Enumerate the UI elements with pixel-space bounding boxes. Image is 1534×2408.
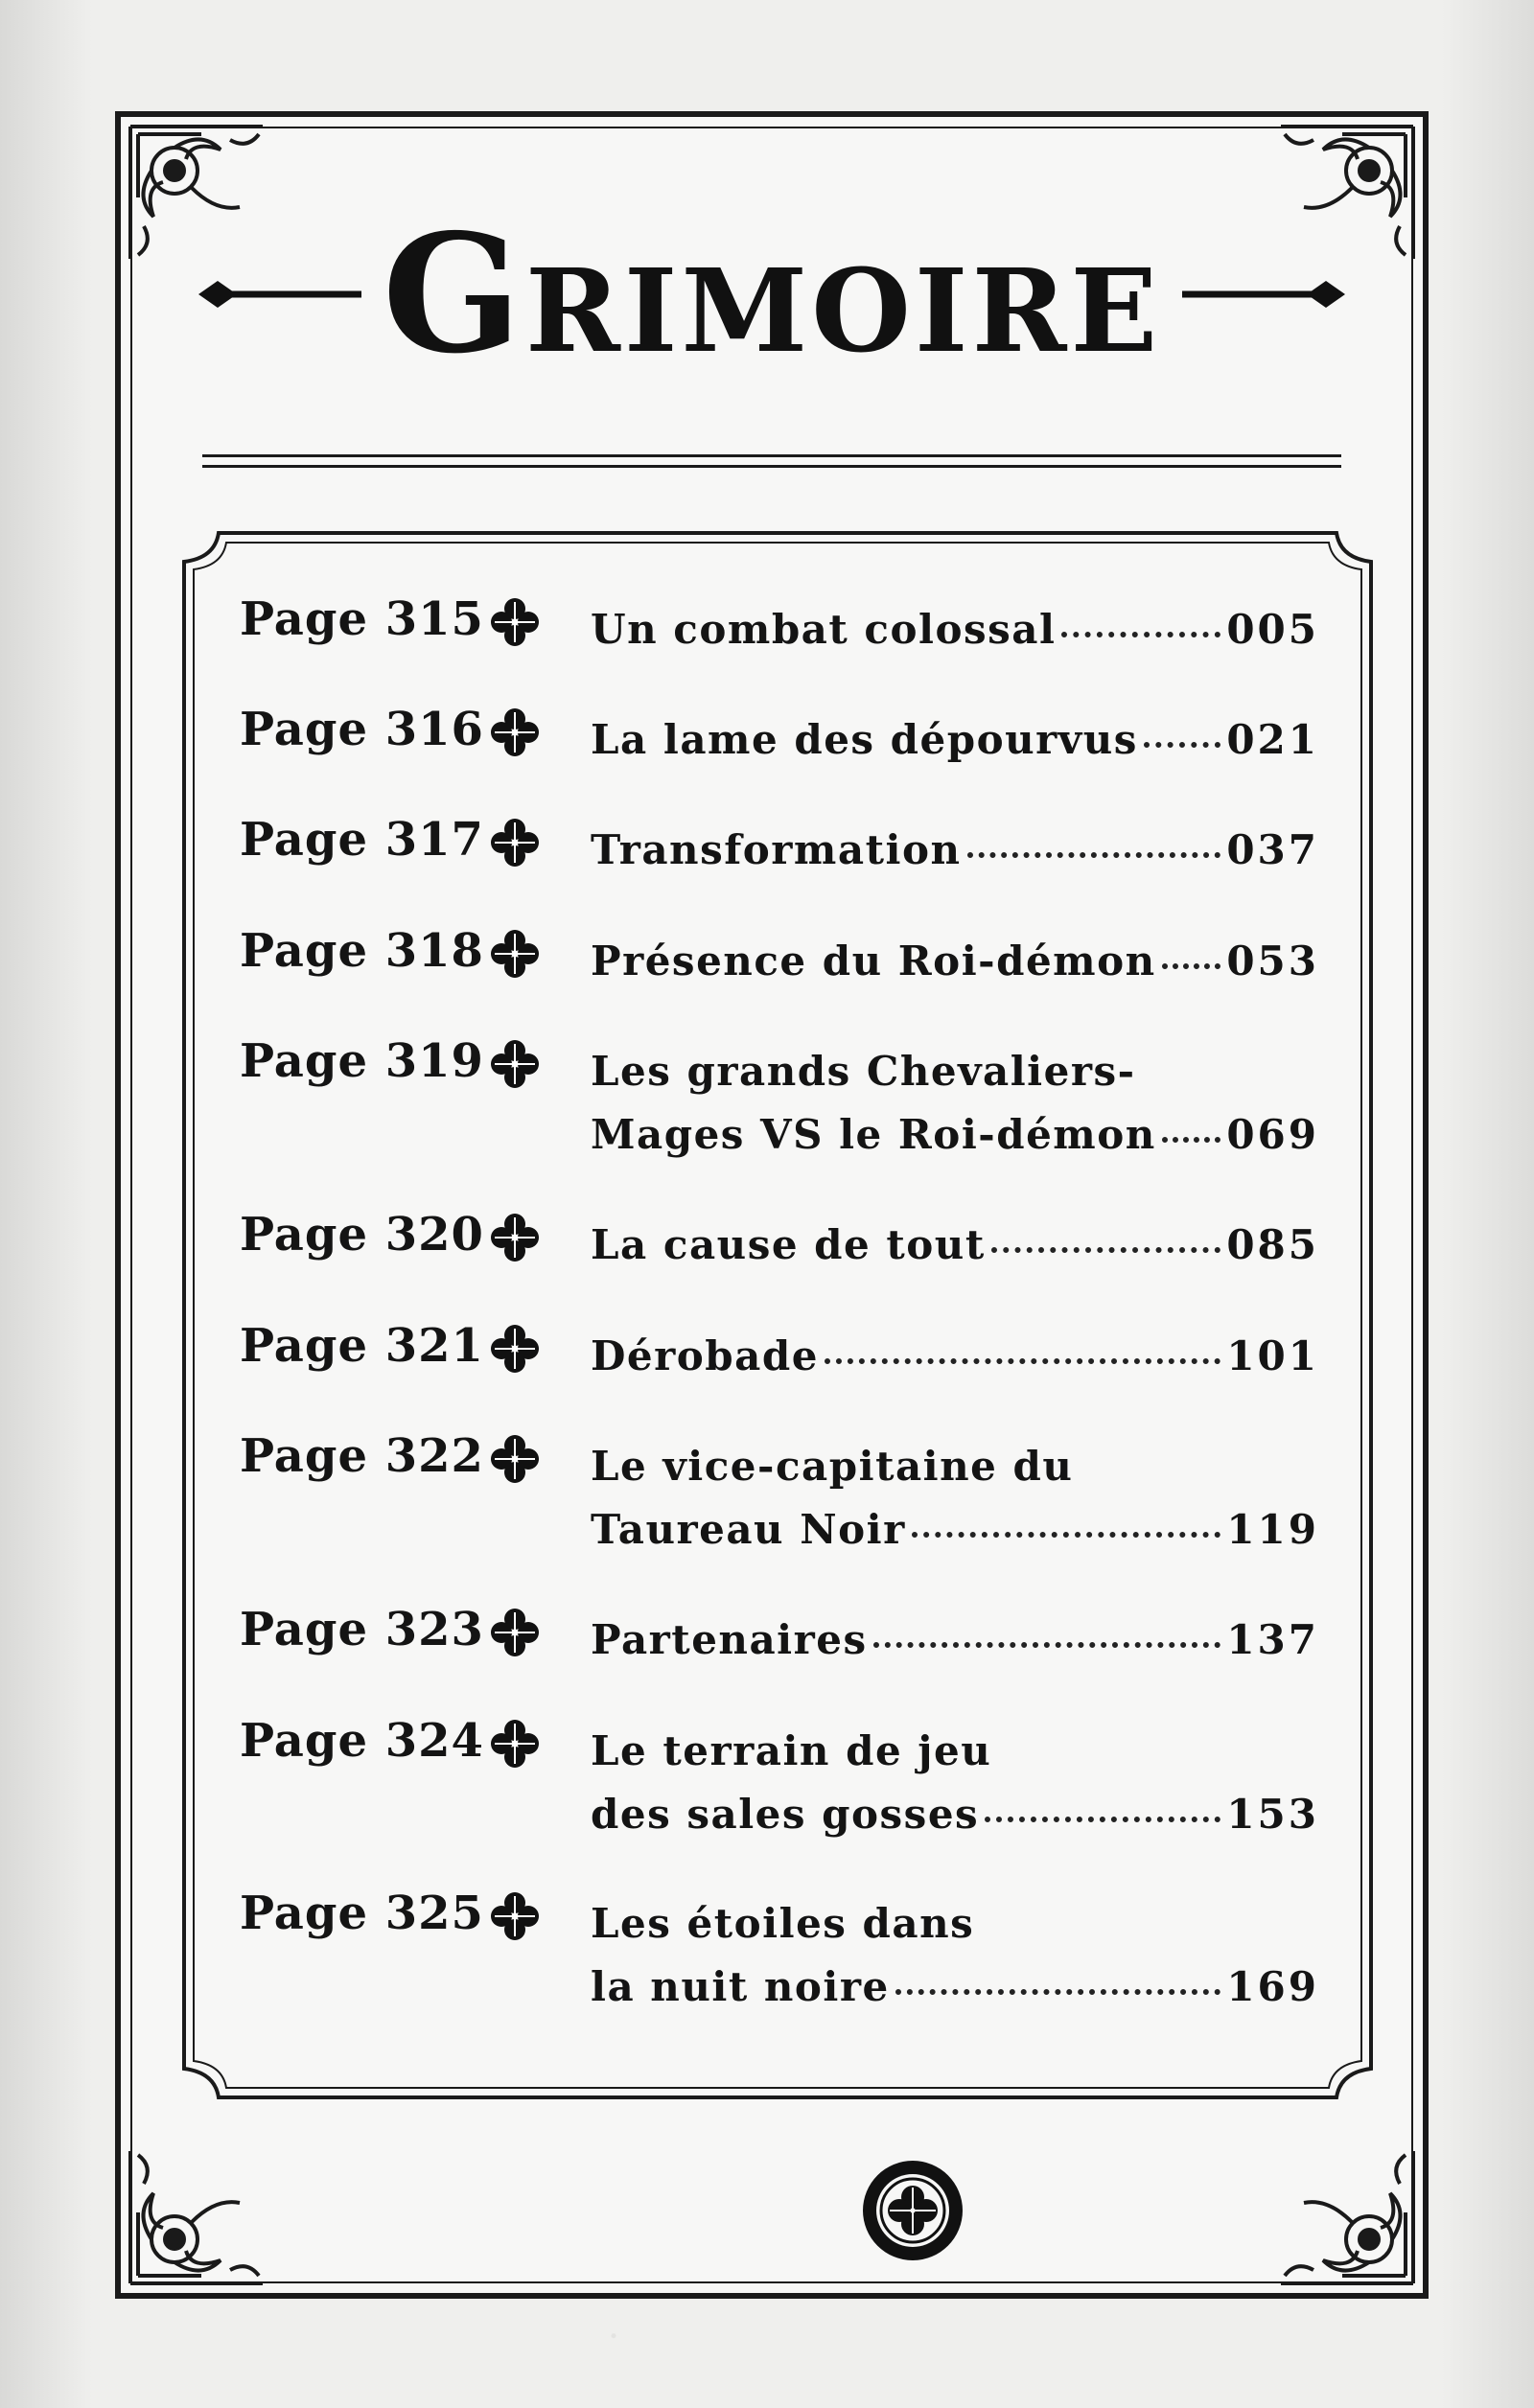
toc-chapter-title xyxy=(591,1214,1319,1277)
toc-title-line: Les étoiles dans xyxy=(591,1900,975,1947)
toc-page-number: 119 xyxy=(1226,1506,1319,1553)
clover-icon xyxy=(489,1433,541,1485)
toc-page-label: Page 318 xyxy=(240,924,484,978)
toc-entry[interactable] xyxy=(180,1429,1375,1553)
toc-title-line: Le terrain de jeu xyxy=(591,1727,992,1774)
ornament-corner-icon xyxy=(1275,2145,1419,2289)
toc-page-label: Page 320 xyxy=(240,1208,484,1262)
toc-page-number: 021 xyxy=(1226,716,1319,763)
toc-title-line: Taureau Noir xyxy=(591,1506,906,1553)
toc-title-line: Le vice-capitaine du xyxy=(591,1443,1074,1490)
dot-leader xyxy=(1162,963,1221,969)
dot-leader xyxy=(825,1358,1220,1364)
toc-entry[interactable] xyxy=(180,1034,1375,1158)
dot-leader xyxy=(967,852,1221,858)
clover-icon xyxy=(489,928,541,980)
toc-page-label: Page 322 xyxy=(240,1429,484,1483)
clover-icon xyxy=(489,1038,541,1090)
toc-entry[interactable] xyxy=(180,813,1375,928)
clover-icon xyxy=(489,1718,541,1770)
toc-page-label: Page 324 xyxy=(240,1714,484,1768)
toc-entry[interactable] xyxy=(180,703,1375,818)
toc-entry[interactable] xyxy=(180,1319,1375,1434)
dot-leader xyxy=(1061,632,1220,637)
toc-entry[interactable] xyxy=(180,1887,1375,2010)
toc-page-number: 169 xyxy=(1226,1963,1319,2010)
toc-title-line: Mages VS le Roi-démon xyxy=(591,1111,1156,1158)
toc-title-line: Partenaires xyxy=(591,1616,868,1663)
toc-page-label: Page 316 xyxy=(240,703,484,756)
toc-page-number: 153 xyxy=(1226,1791,1319,1838)
toc-page-number: 085 xyxy=(1226,1221,1319,1268)
toc-entry[interactable] xyxy=(180,1603,1375,1718)
toc-page xyxy=(115,111,1429,2299)
toc-entry[interactable] xyxy=(180,592,1375,707)
clover-medallion-icon xyxy=(861,2159,965,2262)
clover-icon xyxy=(489,706,541,758)
toc-title-line: La lame des dépourvus xyxy=(591,716,1138,763)
toc-chapter-title xyxy=(591,708,1319,772)
toc-page-number: 101 xyxy=(1226,1332,1319,1379)
clover-icon xyxy=(489,817,541,868)
toc-entry[interactable] xyxy=(180,1714,1375,1838)
toc-chapter-title xyxy=(591,1325,1319,1388)
dot-leader xyxy=(991,1247,1221,1253)
clover-icon xyxy=(489,596,541,648)
toc-page-label: Page 323 xyxy=(240,1603,484,1656)
flourish-left-icon xyxy=(198,275,361,313)
toc-entry[interactable] xyxy=(180,924,1375,1039)
clover-icon xyxy=(489,1212,541,1263)
toc-chapter-title xyxy=(591,1892,1319,2019)
toc-page-number: 005 xyxy=(1226,606,1319,653)
flourish-right-icon xyxy=(1182,275,1345,313)
toc-chapter-title xyxy=(591,819,1319,882)
dot-leader xyxy=(1162,1137,1221,1143)
toc-title-line: Transformation xyxy=(591,826,962,873)
toc-title-line: La cause de tout xyxy=(591,1221,986,1268)
dot-leader xyxy=(985,1817,1220,1822)
toc-page-number: 037 xyxy=(1226,826,1319,873)
toc-title-line: la nuit noire xyxy=(591,1963,890,2010)
toc-chapter-title xyxy=(591,598,1319,661)
toc-title-line: Les grands Chevaliers- xyxy=(591,1048,1136,1095)
dot-leader xyxy=(1144,742,1220,748)
clover-icon xyxy=(489,1890,541,1942)
toc-title-line: Dérobade xyxy=(591,1332,819,1379)
toc-frame xyxy=(180,529,1375,2101)
toc-page-number: 069 xyxy=(1226,1111,1319,1158)
dot-leader xyxy=(895,1989,1221,1995)
toc-page-label: Page 321 xyxy=(240,1319,484,1373)
toc-page-label: Page 317 xyxy=(240,813,484,867)
title-rule xyxy=(202,454,1341,468)
dot-leader xyxy=(873,1642,1221,1648)
toc-page-label: Page 315 xyxy=(240,592,484,646)
toc-title-line: Présence du Roi-démon xyxy=(591,938,1156,984)
toc-page-label: Page 319 xyxy=(240,1034,484,1088)
ornament-corner-icon xyxy=(125,2145,268,2289)
title-block xyxy=(188,194,1356,395)
toc-title-line: Un combat colossal xyxy=(591,606,1057,653)
toc-chapter-title xyxy=(591,1040,1319,1167)
clover-icon xyxy=(489,1323,541,1375)
toc-page-label: Page 325 xyxy=(240,1887,484,1940)
page-title: Grimoire xyxy=(382,198,1162,390)
toc-page-number: 053 xyxy=(1226,938,1319,984)
toc-title-line: des sales gosses xyxy=(591,1791,980,1838)
toc-chapter-title xyxy=(591,1435,1319,1562)
toc-chapter-title xyxy=(591,1609,1319,1672)
toc-page-number: 137 xyxy=(1226,1616,1319,1663)
toc-chapter-title xyxy=(591,1720,1319,1846)
clover-icon xyxy=(489,1607,541,1658)
dot-leader xyxy=(912,1532,1221,1538)
toc-entry[interactable] xyxy=(180,1208,1375,1323)
toc-chapter-title xyxy=(591,930,1319,993)
